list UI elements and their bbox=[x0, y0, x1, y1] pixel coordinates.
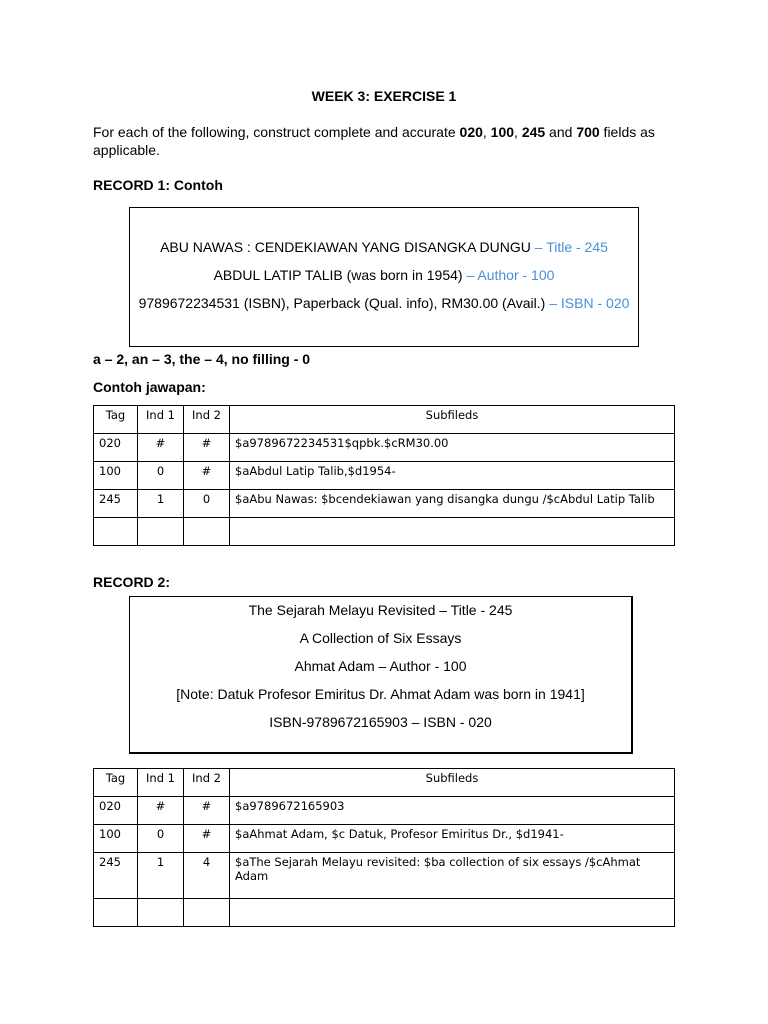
cell-ind1: 0 bbox=[138, 462, 184, 490]
record2-subtitle: A Collection of Six Essays bbox=[299, 630, 462, 646]
cell-subfields: $aAhmat Adam, $c Datuk, Profesor Emiritus Dr., $d1941- bbox=[230, 825, 675, 853]
instructions-text: fields as applicable. bbox=[93, 124, 655, 158]
record2-marc-table bbox=[93, 768, 675, 927]
record2-isbn: ISBN-9789672165903 – ISBN - 020 bbox=[269, 714, 492, 730]
cell-ind2 bbox=[184, 518, 230, 546]
cell-subfields: $aAbu Nawas: $bcendekiawan yang disangka dungu /$cAbdul Latip Talib bbox=[230, 490, 675, 518]
answer-heading: Contoh jawapan: bbox=[93, 379, 206, 395]
instructions bbox=[93, 123, 683, 159]
table-row bbox=[94, 518, 675, 546]
col-ind1: Ind 1 bbox=[138, 769, 184, 797]
table-header-row bbox=[94, 769, 675, 797]
table-row bbox=[94, 462, 675, 490]
cell-ind1 bbox=[138, 518, 184, 546]
cell-tag: 100 bbox=[94, 462, 138, 490]
record2-heading: RECORD 2: bbox=[93, 574, 171, 590]
cell-subfields bbox=[230, 899, 675, 927]
cell-ind2: 4 bbox=[184, 853, 230, 899]
record1-author-line bbox=[130, 267, 638, 283]
record1-isbn-line bbox=[130, 295, 638, 311]
record1-heading: RECORD 1: Contoh bbox=[93, 177, 223, 193]
cell-ind1: 1 bbox=[138, 853, 184, 899]
table-row bbox=[94, 825, 675, 853]
separator: and bbox=[545, 124, 577, 140]
record1-author: ABDUL LATIP TALIB (was born in 1954) bbox=[213, 267, 463, 283]
cell-ind1 bbox=[138, 899, 184, 927]
table-row bbox=[94, 853, 675, 899]
col-tag: Tag bbox=[94, 769, 138, 797]
field-245: 245 bbox=[521, 124, 546, 140]
filing-rule: a – 2, an – 3, the – 4, no filling - 0 bbox=[93, 351, 311, 367]
col-ind2: Ind 2 bbox=[184, 769, 230, 797]
table-row bbox=[94, 899, 675, 927]
cell-ind1: # bbox=[138, 434, 184, 462]
cell-tag bbox=[94, 518, 138, 546]
cell-subfields: $a9789672234531$qpbk.$cRM30.00 bbox=[230, 434, 675, 462]
cell-tag: 245 bbox=[94, 490, 138, 518]
table-row bbox=[94, 434, 675, 462]
cell-ind2: # bbox=[184, 825, 230, 853]
record2-note: [Note: Datuk Profesor Emiritus Dr. Ahmat Adam was born in 1941] bbox=[176, 686, 585, 702]
cell-ind1: 0 bbox=[138, 825, 184, 853]
separator: , bbox=[514, 124, 522, 140]
cell-subfields: $aAbdul Latip Talib,$d1954- bbox=[230, 462, 675, 490]
field-100: 100 bbox=[490, 124, 515, 140]
cell-ind2 bbox=[184, 899, 230, 927]
cell-ind2: 0 bbox=[184, 490, 230, 518]
record1-box bbox=[129, 207, 639, 347]
table-header-row bbox=[94, 406, 675, 434]
separator: , bbox=[482, 124, 491, 140]
record2-title: The Sejarah Melayu Revisited – Title - 245 bbox=[248, 602, 513, 618]
page-title: WEEK 3: EXERCISE 1 bbox=[311, 88, 457, 104]
instructions-text: For each of the following, construct complete and accurate bbox=[93, 124, 460, 140]
record1-title: ABU NAWAS : CENDEKIAWAN YANG DISANGKA DUNGU bbox=[160, 239, 531, 255]
col-ind2: Ind 2 bbox=[184, 406, 230, 434]
cell-ind2: # bbox=[184, 462, 230, 490]
record1-isbn: 9789672234531 (ISBN), Paperback (Qual. info), RM30.00 (Avail.) bbox=[138, 295, 546, 311]
cell-tag: 100 bbox=[94, 825, 138, 853]
col-subfields: Subfileds bbox=[230, 406, 675, 434]
cell-tag bbox=[94, 899, 138, 927]
field-700: 700 bbox=[576, 124, 600, 140]
table-row bbox=[94, 490, 675, 518]
cell-subfields bbox=[230, 518, 675, 546]
cell-ind2: # bbox=[184, 797, 230, 825]
record1-author-tag: – Author - 100 bbox=[462, 267, 555, 283]
table-row bbox=[94, 797, 675, 825]
cell-tag: 245 bbox=[94, 853, 138, 899]
col-subfields: Subfileds bbox=[230, 769, 675, 797]
record1-title-tag: – Title - 245 bbox=[530, 239, 608, 255]
record1-marc-table bbox=[93, 405, 675, 546]
cell-tag: 020 bbox=[94, 434, 138, 462]
cell-ind1: # bbox=[138, 797, 184, 825]
cell-ind1: 1 bbox=[138, 490, 184, 518]
cell-ind2: # bbox=[184, 434, 230, 462]
record1-isbn-tag: – ISBN - 020 bbox=[545, 295, 630, 311]
field-020: 020 bbox=[459, 124, 483, 140]
cell-subfields: $a9789672165903 bbox=[230, 797, 675, 825]
col-ind1: Ind 1 bbox=[138, 406, 184, 434]
record1-title-line bbox=[130, 239, 638, 255]
cell-subfields: $aThe Sejarah Melayu revisited: $ba collection of six essays /$cAhmat Adam bbox=[230, 853, 675, 899]
record2-author: Ahmat Adam – Author - 100 bbox=[294, 658, 467, 674]
cell-tag: 020 bbox=[94, 797, 138, 825]
col-tag: Tag bbox=[94, 406, 138, 434]
record2-box bbox=[129, 596, 633, 754]
